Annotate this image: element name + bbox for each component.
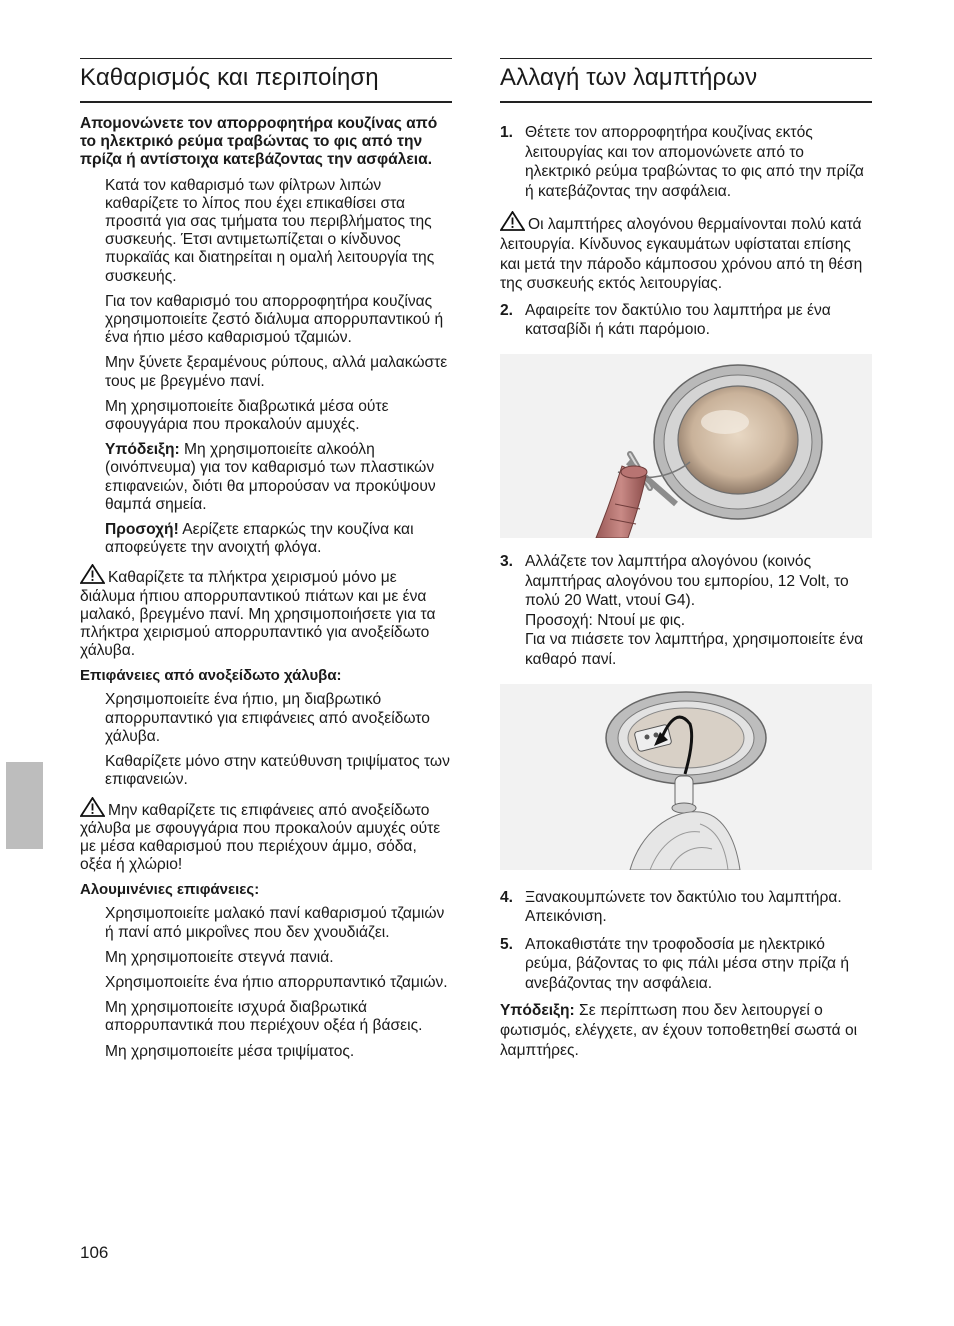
aluminium-dry-paragraph: Μη χρησιμοποιείτε στεγνά πανιά. (105, 948, 334, 966)
note-label: Υπόδειξη: (500, 1002, 575, 1020)
detergent-paragraph: Για τον καθαρισμό του απορροφητήρα κουζίνας χρησιμοποιείτε ζεστό διάλυμα απορρυπαντικού ή ένα ήπιο μέσο καθαρισμού τζαμιών. (105, 292, 444, 347)
step-text: Θέτετε τον απορροφητήρα κουζίνας εκτός λειτουργίας και τον απομονώνετε από το ηλεκτρικό ρεύμα τραβώντας το φις από την πρίζα ή κατεβάζοντας την ασφάλεια. (525, 124, 864, 200)
lamp-title: Αλλαγή των λαμπτήρων (500, 64, 758, 91)
controls-warning (80, 564, 452, 660)
step-cloth-text: Για να πιάσετε τον λαμπτήρα, χρησιμοποιείτε ένα καθαρό πανί. (525, 631, 864, 668)
steel-warning-text: Μην καθαρίζετε τις επιφάνειες από ανοξείδωτο χάλυβα με σφουγγάρια που προκαλούν αμυχές ούτε με μέσα καθαρισμού που περιέχουν άμμο, σόδα, οξέα ή χλώριο! (80, 801, 441, 874)
aluminium-surfaces-heading: Αλουμινένιες επιφάνειες: (80, 881, 260, 899)
steel-warning (80, 797, 452, 875)
aluminium-cloth-paragraph: Χρησιμοποιείτε μαλακό πανί καθαρισμού τζαμιών ή πανί από μικροΐνες που δεν χνουδιάζει. (105, 905, 445, 941)
lamp-section (500, 58, 872, 1067)
controls-warning-text: Καθαρίζετε τα πλήκτρα χειρισμού μόνο με διάλυμα ήπιου απορρυπαντικού πιάτων και με ένα μαλακό, βρεγμένο πανί. Μη χρησιμοποιήσετε για τα πλήκτρα χειρισμού απορρυπαντικό για ανοξείδωτο χάλυβα. (80, 569, 436, 660)
note-label: Υπόδειξη: (105, 441, 180, 459)
step-3 (500, 552, 872, 670)
steel-surfaces-heading: Επιφάνειες από ανοξείδωτο χάλυβα: (80, 667, 342, 685)
warning-icon (500, 211, 525, 231)
soften-dirt-paragraph: Μην ξύνετε ξεραμένους ρύπους, αλλά μαλακώστε τους με βρεγμένο πανί. (105, 354, 448, 390)
alcohol-note (80, 441, 452, 514)
page-number: 106 (80, 1243, 109, 1262)
steel-detergent-paragraph: Χρησιμοποιείτε ένα ήπιο, μη διαβρωτικό απορρυπαντικό για επιφάνειες από ανοξείδωτο χάλυβα. (105, 691, 430, 745)
step-number: 5. (500, 935, 514, 953)
step-1 (500, 123, 872, 201)
lighting-note (500, 1001, 872, 1060)
ring-removal-illustration (500, 354, 872, 538)
aluminium-acids-paragraph: Μη χρησιμοποιείτε ισχυρά διαβρωτικά απορρυπαντικά που περιέχουν οξέα ή βάσεις. (105, 999, 423, 1035)
grease-filter-paragraph: Κατά τον καθαρισμό των φίλτρων λιπών καθαρίζετε το λίπος που έχει επικαθίσει στα προσιτά για σας τμήματα του περιβλήματος της συσκευής. Έτσι αντιμετωπίζεται ο κίνδυνος πυρκαϊάς και διατηρείται η ομαλή λειτουργία της συσκευής. (105, 176, 435, 285)
caution-text: Αερίζετε επαρκώς την κουζίνα και αποφεύγετε την ανοιχτή φλόγα. (105, 521, 414, 557)
steel-direction-paragraph: Καθαρίζετε μόνο στην κατεύθυνση τριψίματος των επιφανειών. (105, 753, 450, 789)
halogen-warning-text: Οι λαμπτήρες αλογόνου θερμαίνονται πολύ κατά λειτουργία. Κίνδυνος εγκαυμάτων υφίσταται επίσης και μετά την πάροδο κάμποσου χρόνου από τη θέση της συσκευής εκτός λειτουργίας. (500, 216, 863, 293)
step-3-text-group (525, 552, 872, 670)
ventilation-caution (80, 521, 452, 557)
step-caution-text: Προσοχή: Ντουί με φις. (525, 611, 686, 629)
step-4 (500, 888, 872, 927)
step-number: 2. (500, 301, 514, 319)
note-text: Σε περίπτωση που δεν λειτουργεί ο φωτισμός, ελέγχετε, αν έχουν τοποθετηθεί σωστά οι λαμπτήρες. (500, 1002, 858, 1059)
step-text: Αποκαθιστάτε την τροφοδοσία με ηλεκτρικό ρεύμα, βάζοντας το φις πάλι μέσα στην πρίζα ή ανεβάζοντας την ασφάλεια. (525, 935, 850, 992)
section-tab (6, 762, 43, 849)
warning-icon (80, 797, 105, 817)
halogen-warning (500, 211, 872, 293)
step-number: 1. (500, 124, 514, 141)
cleaning-title: Καθαρισμός και περιποίηση (80, 64, 379, 91)
lamp-replacement-illustration (500, 684, 872, 870)
lamp-heading-rule (500, 58, 872, 103)
note-text: Μη χρησιμοποιείτε αλκοόλη (οινόπνευμα) για τον καθαρισμό των πλαστικών επιφανειών, διότι θα μπορούσαν να προκύψουν θαμπά σημεία. (105, 441, 436, 513)
disconnect-warning: Απομονώνετε τον απορροφητήρα κουζίνας από το ηλεκτρικό ρεύμα τραβώντας το φις από την πρίζα ή αντίστοιχα κατεβάζοντας την ασφάλεια. (80, 115, 438, 169)
step-text: Αφαιρείτε τον δακτύλιο του λαμπτήρα με ένα κατσαβίδι ή κάτι παρόμοιο. (525, 301, 831, 339)
step-2 (500, 301, 872, 340)
step-5 (500, 935, 872, 994)
cleaning-heading-rule (80, 58, 452, 103)
aluminium-glass-cleaner-paragraph: Χρησιμοποιείτε ένα ήπιο απορρυπαντικό τζαμιών. (105, 973, 448, 991)
warning-icon (80, 564, 105, 584)
caution-label: Προσοχή! (105, 521, 179, 539)
cleaning-section (80, 58, 452, 1068)
step-text: Αλλάζετε τον λαμπτήρα αλογόνου (κοινός λαμπτήρας αλογόνου του εμπορίου, 12 Volt, το πολύ 20 Watt, ντουί G4). (525, 552, 849, 610)
no-abrasives-paragraph: Μη χρησιμοποιείτε διαβρωτικά μέσα ούτε σφουγγάρια που προκαλούν αμυχές. (105, 397, 389, 434)
step-number: 3. (500, 552, 514, 570)
step-number: 4. (500, 888, 514, 906)
aluminium-scrub-paragraph: Μη χρησιμοποιείτε μέσα τριψίματος. (105, 1042, 355, 1060)
step-text: Ξανακουμπώνετε τον δακτύλιο του λαμπτήρα. Απεικόνιση. (525, 888, 842, 926)
